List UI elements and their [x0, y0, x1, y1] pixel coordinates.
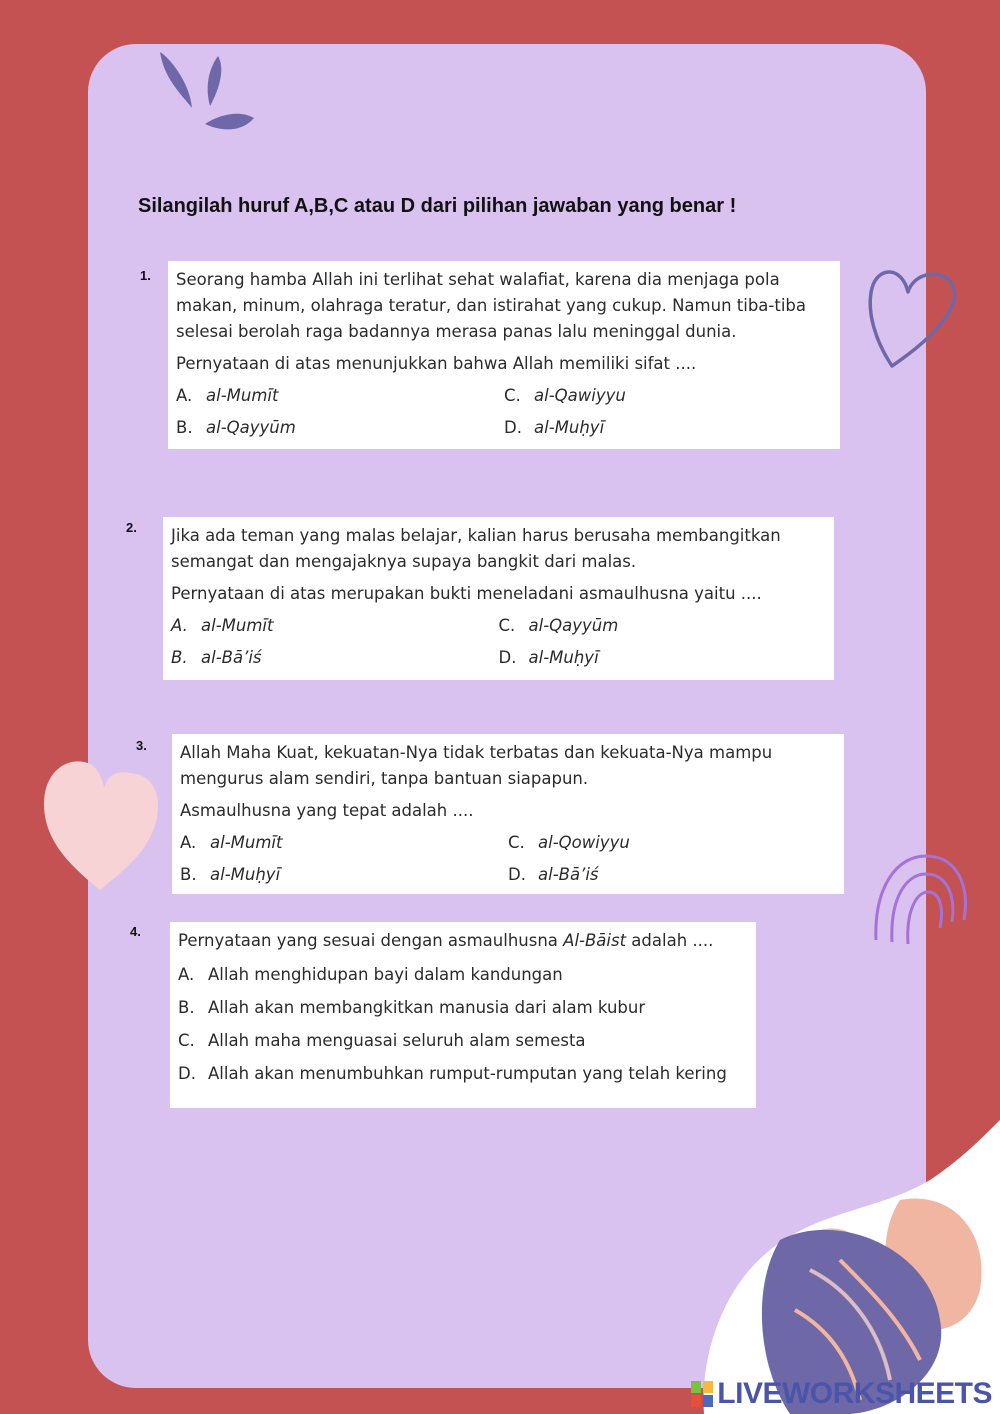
- question-statement: Allah Maha Kuat, kekuatan-Nya tidak terbatas dan kekuata-Nya mampu mengurus alam sendiri, tanpa bantuan siapapun.: [180, 743, 773, 788]
- monstera-leaf-icon: [700, 1120, 1000, 1414]
- option-c[interactable]: [499, 613, 827, 639]
- option-a[interactable]: [176, 383, 504, 409]
- option-c[interactable]: [178, 1028, 748, 1054]
- option-letter: D.: [178, 1064, 196, 1083]
- splash-icon: [150, 48, 260, 140]
- option-text: al-Mumīt: [210, 833, 283, 852]
- option-letter: C.: [498, 616, 516, 635]
- option-letter: B.: [171, 648, 188, 667]
- option-text: al-Muḥyī: [210, 865, 281, 884]
- option-d[interactable]: [499, 645, 827, 671]
- option-text: al-Muḥyī: [534, 418, 605, 437]
- question-prompt: Asmaulhusna yang tepat adalah ....: [180, 801, 474, 820]
- heart-filled-icon: [40, 752, 162, 894]
- option-d[interactable]: [508, 862, 836, 888]
- option-text: al-Muḥyī: [528, 648, 599, 667]
- option-c[interactable]: [508, 830, 836, 856]
- liveworksheets-logo[interactable]: [691, 1375, 992, 1413]
- question-card: [163, 517, 834, 680]
- brand-name: LIVEWORKSHEETS: [717, 1377, 992, 1410]
- question-prompt: Pernyataan di atas merupakan bukti meneladani asmaulhusna yaitu ....: [171, 584, 762, 603]
- rainbow-icon: [870, 848, 972, 948]
- option-text: al-Qayyūm: [528, 616, 619, 635]
- option-a[interactable]: [180, 830, 508, 856]
- instruction-heading: Silangilah huruf A,B,C atau D dari pilihan jawaban yang benar !: [138, 195, 737, 217]
- option-a[interactable]: [171, 613, 499, 639]
- option-d[interactable]: [504, 415, 832, 441]
- option-letter: D.: [498, 648, 517, 667]
- option-text: al-Mumīt: [201, 616, 274, 635]
- option-text: Allah menghidupan bayi dalam kandungan: [208, 965, 563, 984]
- option-text: Allah akan menumbuhkan rumput-rumputan yang telah kering: [208, 1064, 727, 1083]
- option-a[interactable]: [178, 962, 748, 988]
- option-text: al-Qayyūm: [206, 418, 296, 437]
- question-term: Al-Bāist: [563, 931, 627, 950]
- option-text: al-Qawiyyu: [534, 386, 626, 405]
- question-number: 3.: [136, 738, 147, 753]
- option-b[interactable]: [178, 995, 748, 1021]
- question-card: [168, 261, 840, 449]
- question-number: 1.: [140, 268, 151, 283]
- question-prompt: [178, 928, 748, 954]
- question-statement: Seorang hamba Allah ini terlihat sehat walafiat, karena dia menjaga pola makan, minum, olahraga teratur, dan istirahat yang cukup. Namun tiba-tiba selesai berolah raga badannya merasa panas lalu meninggal dunia.: [176, 270, 806, 341]
- option-d[interactable]: [178, 1061, 748, 1087]
- option-letter: D.: [504, 418, 522, 437]
- question-prompt-suffix: adalah ....: [626, 931, 714, 950]
- option-text: al-Qowiyyu: [538, 833, 630, 852]
- question-card: [170, 922, 756, 1108]
- option-letter: B.: [176, 418, 193, 437]
- option-text: al-Mumīt: [206, 386, 279, 405]
- option-letter: A.: [180, 833, 197, 852]
- option-letter: B.: [180, 865, 197, 884]
- option-c[interactable]: [504, 383, 832, 409]
- option-text: al-Bā’iś: [538, 865, 599, 884]
- option-text: al-Bā’iś: [201, 648, 262, 667]
- option-letter: A.: [176, 386, 193, 405]
- question-number: 4.: [130, 924, 141, 939]
- question-prompt: Pernyataan di atas menunjukkan bahwa Allah memiliki sifat ....: [176, 354, 697, 373]
- option-letter: D.: [508, 865, 526, 884]
- question-number: 2.: [126, 520, 137, 535]
- option-letter: C.: [504, 386, 521, 405]
- liveworksheets-logo-icon: [691, 1381, 713, 1407]
- question-statement: Jika ada teman yang malas belajar, kalian harus berusaha membangitkan semangat dan mengajaknya supaya bangkit dari malas.: [171, 526, 781, 571]
- option-b[interactable]: [171, 645, 499, 671]
- heart-outline-icon: [862, 262, 962, 372]
- question-card: [172, 734, 844, 894]
- option-letter: B.: [178, 998, 195, 1017]
- option-text: Allah maha menguasai seluruh alam semesta: [208, 1031, 586, 1050]
- option-b[interactable]: [180, 862, 508, 888]
- question-prompt-prefix: Pernyataan yang sesuai dengan asmaulhusna: [178, 931, 564, 950]
- option-letter: A.: [178, 965, 195, 984]
- option-letter: A.: [171, 616, 188, 635]
- option-letter: C.: [178, 1031, 195, 1050]
- option-letter: C.: [508, 833, 525, 852]
- option-b[interactable]: [176, 415, 504, 441]
- option-text: Allah akan membangkitkan manusia dari alam kubur: [208, 998, 646, 1017]
